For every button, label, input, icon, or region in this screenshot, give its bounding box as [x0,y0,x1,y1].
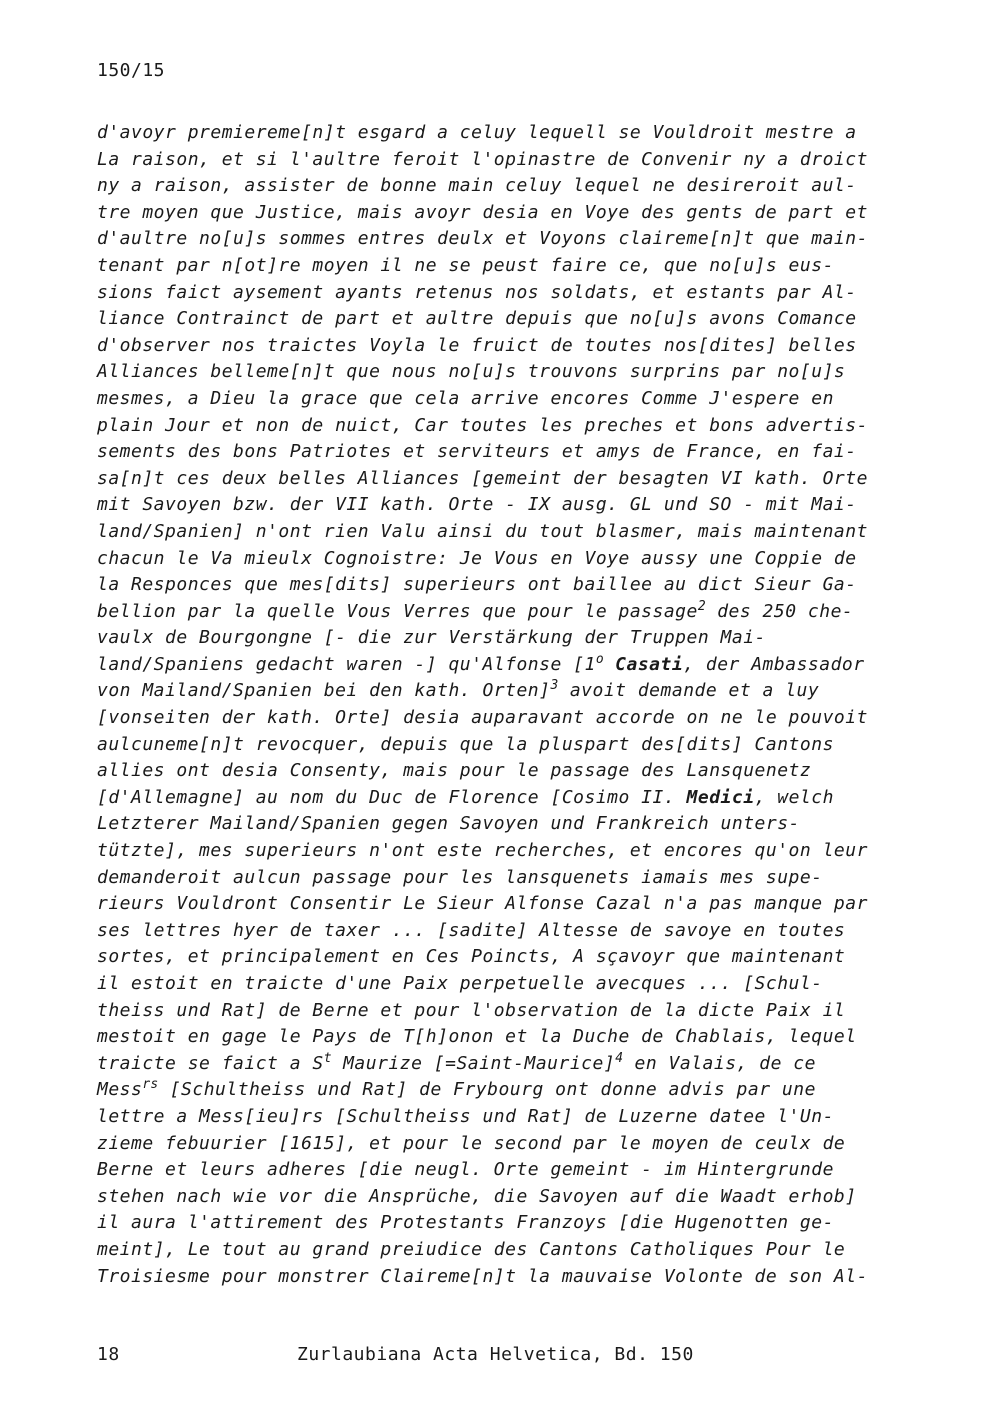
text-line: Berne et leurs adheres [die neugl. Orte gemeint - im Hintergrunde [97,1159,834,1181]
text-line: traicte se faict a $S^t$ Maurize [=Saint-Maurice]$^4$ en Valais, de ce [97,1050,816,1074]
text-line: bellion par la quelle Vous Verres que pour le passage$^2$ des 250 che- [97,598,854,622]
text-line: vaulx de Bourgongne [- die zur Verstärkung der Truppen Mai- [97,627,766,649]
text-line: plain Jour et non de nuict, Car toutes les preches et bons advertis- [97,414,868,436]
text-line: sa[n]t ces deux belles Alliances [gemeint der besagten VI kath. Orte [97,467,868,489]
footer-page-number: 18 [97,1344,120,1365]
text-line: [vonseiten der kath. Orte] desia auparavant accorde on ne le pouvoit [97,707,868,729]
text-line: d'observer nos traictes Voyla le fruict de toutes nos[dites] belles [97,334,857,356]
text-line: sements des bons Patriotes et serviteurs et amys de France, en fai- [97,441,857,463]
text-line: meint], Le tout au grand preiudice des Cantons Catholiques Pour le [97,1238,846,1260]
text-line: [d'Allemagne] au nom du Duc de Florence [Cosimo II. Medici, welch [97,786,834,808]
text-line: rieurs Vouldront Consentir Le Sieur Alfonse Cazal n'a pas manque par [97,893,868,915]
text-line: ny a raison, assister de bonne main celuy lequel ne desireroit aul- [97,175,857,197]
text-line: Letzterer Mailand/Spanien gegen Savoyen und Frankreich unters- [97,813,800,835]
text-line: allies ont desia Consenty, mais pour le passage des Lansquenetz [97,760,812,782]
text-line: il aura l'attirement des Protestants Franzoys [die Hugenotten ge- [97,1212,834,1234]
text-line: Alliances belleme[n]t que nous no[u]s trouvons surprins par no[u]s [97,361,846,383]
text-line: chacun le Va mieulx Cognoistre: Je Vous en Voye aussy une Coppie de [97,547,857,569]
text-line: mit Savoyen bzw. der VII kath. Orte - IX ausg. GL und SO - mit Mai- [97,494,857,516]
text-line: Mess$^{rs}$ [Schultheiss und Rat] de Frybourg ont donne advis par une [97,1077,816,1101]
page-header-number: 150/15 [97,60,166,81]
text-line: tre moyen que Justice, mais avoyr desia en Voye des gents de part et [97,201,868,223]
text-line: sortes, et principalement en Ces Poincts, A sçavoyr que maintenant [97,946,846,968]
text-line: aulcuneme[n]t revocquer, depuis que la pluspart des[dits] Cantons [97,733,834,755]
body-text [97,120,887,1290]
text-line: La raison, et si l'aultre feroit l'opinastre de Convenir ny a droict [97,148,868,170]
text-line: demanderoit aulcun passage pour les lansquenets iamais mes supe- [97,866,823,888]
text-line: d'avoyr premiereme[n]t esgard a celuy lequell se Vouldroit mestre a [97,122,857,143]
text-line: tützte], mes superieurs n'ont este recherches, et encores qu'on leur [97,840,868,862]
text-line: theiss und Rat] de Berne et pour l'observation de la dicte Paix il [97,999,846,1021]
text-line: Troisiesme pour monstrer Claireme[n]t la mauvaise Volonte de son Al- [97,1265,868,1287]
text-line: zieme febuurier [1615], et pour le second par le moyen de ceulx de [97,1132,846,1154]
footer-publication-title: Zurlaubiana Acta Helvetica, Bd. 150 [297,1344,694,1365]
text-line: d'aultre no[u]s sommes entres deulx et Voyons claireme[n]t que main- [97,228,868,250]
text-line: mesmes, a Dieu la grace que cela arrive encores Comme J'espere en [97,387,834,409]
text-line: ses lettres hyer de taxer ... [sadite] Altesse de savoye en toutes [97,919,846,941]
text-line: lettre a Mess[ieu]rs [Schultheiss und Rat] de Luzerne datee l'Un- [97,1105,834,1127]
text-line: liance Contrainct de part et aultre depuis que no[u]s avons Comance [97,308,857,330]
text-line: von Mailand/Spanien bei den kath. Orten]$^3$ avoit demande et a luy [97,678,820,702]
text-line: land/Spanien] n'ont rien Valu ainsi du tout blasmer, mais maintenant [97,520,868,542]
text-line: stehen nach wie vor die Ansprüche, die Savoyen auf die Waadt erhob] [97,1185,857,1207]
text-line: sions faict aysement ayants retenus nos soldats, et estants par Al- [97,281,857,303]
text-line: la Responces que mes[dits] superieurs ont baillee au dict Sieur Ga- [97,574,857,596]
text-line: il estoit en traicte d'une Paix perpetuelle avecques ... [Schul- [97,973,823,994]
text-line: mestoit en gage le Pays de T[h]onon et la Duche de Chablais, lequel [97,1026,857,1048]
text-line: land/Spaniens gedacht waren -] qu'Alfonse [1$^o$ Casati, der Ambassador [97,651,865,675]
text-line: tenant par n[ot]re moyen il ne se peust faire ce, que no[u]s eus- [97,254,834,276]
